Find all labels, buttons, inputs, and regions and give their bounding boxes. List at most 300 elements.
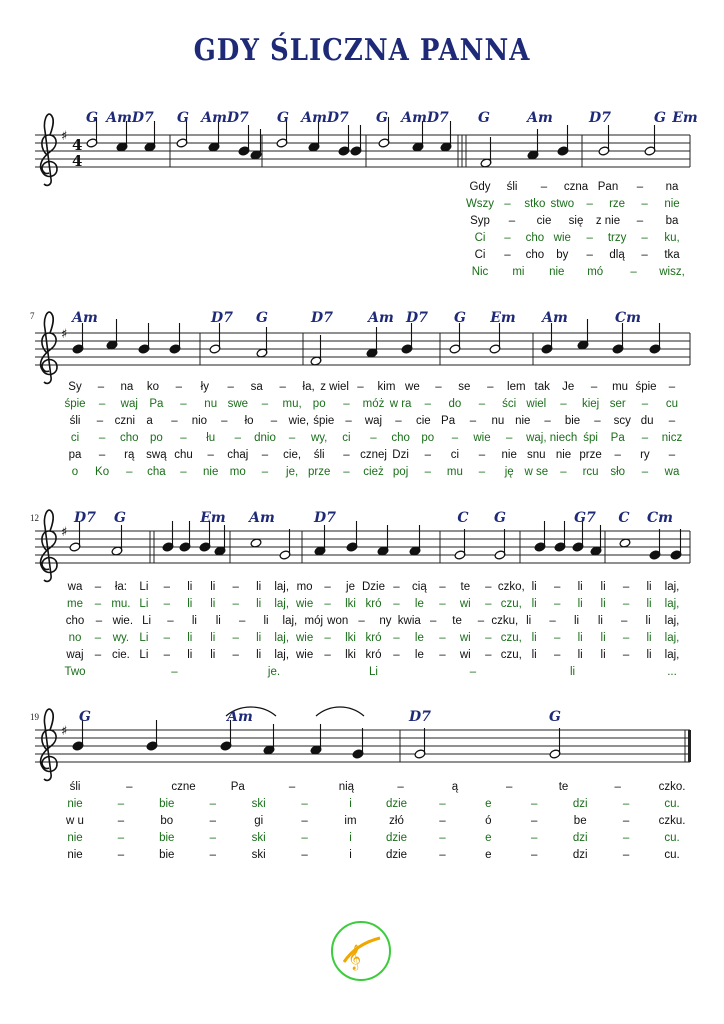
- lyric-syllable: Dzi: [392, 449, 409, 461]
- lyric-syllable: ny: [379, 615, 392, 627]
- treble-clef-icon: [41, 709, 57, 780]
- lyric-syllable: laj,: [274, 632, 290, 644]
- lyric-syllable: czni: [114, 415, 136, 427]
- lyric-syllable: –: [586, 198, 593, 210]
- lyric-syllable: Pa: [149, 398, 164, 410]
- lyric-syllable: Gdy: [469, 181, 491, 193]
- lyric-syllable: śpie: [313, 415, 335, 427]
- lyric-syllable: ski: [251, 798, 266, 810]
- lyric-syllable: Pa: [230, 781, 245, 793]
- lyric-syllable: ...: [667, 666, 677, 678]
- lyric-syllable: li: [191, 615, 197, 627]
- lyric-syllable: czu,: [500, 632, 522, 644]
- lyric-syllable: –: [641, 198, 648, 210]
- lyric-syllable: wy,: [310, 432, 328, 444]
- lyric-syllable: mój: [304, 615, 324, 627]
- lyric-syllable: swe: [227, 398, 249, 410]
- lyric-syllable: –: [207, 449, 214, 461]
- lyric-syllable: ła,: [302, 381, 315, 393]
- chord-symbol: G: [79, 709, 91, 725]
- lyric-syllable: –: [485, 598, 492, 610]
- lyric-syllable: –: [477, 615, 485, 627]
- lyric-syllable: te: [452, 615, 462, 627]
- lyric-syllable: laj,: [274, 649, 290, 661]
- lyric-syllable: –: [553, 581, 561, 593]
- lyric-syllable: –: [530, 798, 538, 810]
- lyric-syllable: nie: [67, 832, 83, 844]
- lyric-syllable: by: [556, 249, 569, 261]
- lyric-syllable: –: [424, 398, 432, 410]
- lyric-syllable: no: [68, 632, 82, 644]
- lyric-syllable: gi: [254, 815, 264, 827]
- lyric-syllable: cież: [363, 466, 384, 478]
- lyric-syllable: e: [485, 798, 492, 810]
- lyric-syllable: li: [210, 632, 216, 644]
- lyric-syllable: –: [117, 849, 125, 861]
- chord-symbol: Cm: [647, 510, 673, 526]
- lyric-syllable: sa: [250, 381, 263, 393]
- lyric-syllable: cie.: [111, 649, 130, 661]
- lyric-syllable: –: [622, 849, 630, 861]
- lyric-syllable: le: [414, 649, 424, 661]
- lyric-syllable: –: [357, 381, 364, 393]
- lyric-syllable: śli: [506, 181, 518, 193]
- lyric-syllable: cu.: [664, 849, 680, 861]
- lyric-syllable: nie: [501, 449, 517, 461]
- lyric-syllable: waj,: [526, 432, 547, 444]
- lyric-syllable: –: [395, 415, 402, 427]
- chord-symbol: AmD7: [401, 110, 449, 126]
- lyric-syllable: Dzie: [361, 581, 386, 593]
- lyric-syllable: ski: [251, 832, 266, 844]
- lyric-syllable: ści: [502, 398, 517, 410]
- slur: [316, 707, 364, 716]
- lyric-syllable: Syp: [470, 215, 490, 227]
- lyric-syllable: o: [71, 466, 79, 478]
- lyric-syllable: li: [577, 632, 583, 644]
- lyric-syllable: cie: [536, 215, 552, 227]
- lyric-syllable: śpi: [583, 432, 598, 444]
- lyric-syllable: tka: [664, 249, 680, 261]
- lyric-syllable: –: [622, 832, 630, 844]
- chord-symbol: Am: [249, 510, 275, 526]
- lyric-syllable: –: [234, 432, 242, 444]
- lyric-syllable: –: [504, 232, 511, 244]
- sharp-icon: ♯: [61, 724, 68, 739]
- lyric-syllable: –: [94, 649, 102, 661]
- lyric-syllable: –: [439, 581, 446, 593]
- lyric-syllable: li: [187, 632, 193, 644]
- lyric-syllable: prze: [308, 466, 331, 478]
- lyric-syllable: bie: [159, 832, 175, 844]
- lyric-syllable: li: [531, 581, 537, 593]
- lyric-syllable: dzie: [385, 798, 408, 810]
- lyric-syllable: le: [414, 598, 424, 610]
- lyric-syllable: wie.: [112, 615, 134, 627]
- lyric-syllable: nie: [555, 449, 572, 461]
- lyric-syllable: –: [324, 581, 331, 593]
- lyric-syllable: Sy: [68, 381, 82, 393]
- measure-number: 19: [30, 712, 39, 722]
- lyric-syllable: czku,: [491, 615, 519, 627]
- lyric-syllable: ó: [485, 815, 492, 827]
- lyric-syllable: mo: [296, 581, 313, 593]
- chord-symbol: D7: [211, 310, 233, 326]
- lyric-syllable: –: [232, 598, 239, 610]
- lyric-syllable: Ko: [95, 466, 110, 478]
- lyric-syllable: łu: [206, 432, 216, 444]
- lyric-syllable: –: [505, 432, 513, 444]
- lyric-syllable: –: [487, 381, 494, 393]
- lyric-syllable: –: [439, 849, 446, 861]
- lyric-syllable: li: [577, 581, 583, 593]
- lyric-syllable: stwo: [550, 198, 575, 210]
- lyric-syllable: –: [345, 415, 352, 427]
- lyric-syllable: –: [171, 666, 178, 678]
- lyric-syllable: wiel: [526, 398, 547, 410]
- lyric-syllable: mo: [229, 466, 246, 478]
- lyric-syllable: –: [630, 266, 637, 278]
- lyric-syllable: Li: [139, 598, 149, 610]
- lyric-syllable: wi: [459, 649, 471, 661]
- lyric-syllable: cu: [665, 398, 679, 410]
- lyric-syllable: nie: [664, 198, 680, 210]
- lyric-syllable: rcu: [582, 466, 599, 478]
- lyric-syllable: li: [531, 649, 537, 661]
- lyric-syllable: –: [227, 381, 234, 393]
- lyric-syllable: sło: [610, 466, 626, 478]
- lyric-syllable: ku,: [664, 232, 680, 244]
- chord-symbol: D7: [311, 310, 333, 326]
- lyric-syllable: dnio: [254, 432, 276, 444]
- lyric-syllable: czko.: [658, 781, 686, 793]
- lyric-syllable: kró: [365, 632, 382, 644]
- lyric-syllable: –: [508, 215, 516, 227]
- lyric-syllable: wisz,: [659, 266, 685, 278]
- lyric-syllable: –: [180, 398, 187, 410]
- lyric-syllable: dlą: [609, 249, 625, 261]
- lyric-syllable: –: [261, 398, 269, 410]
- lyric-syllable: –: [622, 815, 630, 827]
- lyric-syllable: je.: [267, 666, 281, 678]
- lyric-syllable: rze: [609, 198, 626, 210]
- lyric-syllable: li: [597, 615, 603, 627]
- lyric-syllable: w u: [66, 815, 84, 827]
- lyric-syllable: Li: [369, 666, 378, 678]
- lyric-syllable: –: [594, 415, 601, 427]
- lyric-syllable: nią: [338, 781, 355, 793]
- lyric-syllable: –: [668, 415, 676, 427]
- lyric-syllable: –: [117, 832, 125, 844]
- lyric-syllable: –: [95, 615, 103, 627]
- lyric-syllable: –: [620, 615, 628, 627]
- lyric-syllable: czko,: [497, 581, 525, 593]
- lyric-syllable: wi: [459, 598, 471, 610]
- lyric-syllable: li: [600, 598, 606, 610]
- lyric-syllable: Je: [562, 381, 575, 393]
- lyric-syllable: laj,: [664, 649, 680, 661]
- lyric-syllable: –: [641, 466, 649, 478]
- lyric-syllable: po: [312, 398, 326, 410]
- lyric-syllable: niech: [549, 432, 578, 444]
- lyric-syllable: ą: [451, 781, 459, 793]
- lyric-syllable: li: [210, 581, 216, 593]
- lyric-syllable: mu: [612, 381, 629, 393]
- lyric-syllable: –: [270, 415, 278, 427]
- lyric-syllable: li: [187, 581, 193, 593]
- lyric-syllable: –: [180, 466, 187, 478]
- lyric-syllable: bo: [160, 815, 174, 827]
- lyric-syllable: się: [568, 215, 584, 227]
- lyric-syllable: śli: [313, 449, 325, 461]
- lyric-syllable: mó: [587, 266, 604, 278]
- lyric-syllable: –: [622, 581, 630, 593]
- music-logo: [330, 920, 392, 982]
- lyric-syllable: nie: [515, 415, 531, 427]
- sharp-icon: ♯: [61, 129, 68, 144]
- lyric-syllable: –: [478, 398, 486, 410]
- chord-symbol: Em: [200, 510, 226, 526]
- lyric-syllable: –: [232, 581, 239, 593]
- chord-symbol: AmD7: [301, 110, 349, 126]
- lyric-syllable: li: [256, 581, 262, 593]
- lyric-syllable: –: [324, 598, 331, 610]
- lyric-syllable: Two: [64, 666, 86, 678]
- lyric-syllable: –: [504, 249, 511, 261]
- lyric-syllable: –: [424, 449, 432, 461]
- lyric-syllable: ję: [504, 466, 514, 478]
- chord-symbol: G: [478, 110, 490, 126]
- lyric-syllable: –: [485, 581, 492, 593]
- chord-symbol: D7: [589, 110, 611, 126]
- lyric-syllable: nicz: [661, 432, 683, 444]
- chord-symbol: C: [457, 510, 469, 526]
- lyric-syllable: –: [439, 815, 446, 827]
- lyric-syllable: waj: [66, 649, 84, 661]
- lyric-syllable: –: [301, 849, 308, 861]
- lyric-syllable: –: [429, 615, 437, 627]
- lyric-syllable: lki: [345, 598, 356, 610]
- lyric-syllable: czne: [171, 781, 196, 793]
- lyric-syllable: Ci: [474, 249, 486, 261]
- chord-symbol: G: [654, 110, 666, 126]
- chord-symbol: D7: [406, 310, 428, 326]
- lyric-syllable: –: [622, 649, 630, 661]
- lyric-syllable: le: [414, 632, 424, 644]
- lyric-syllable: –: [478, 466, 486, 478]
- lyric-syllable: bie: [564, 415, 581, 427]
- lyric-syllable: cho: [391, 432, 410, 444]
- lyric-syllable: cho: [120, 432, 139, 444]
- lyric-syllable: li: [263, 615, 269, 627]
- lyric-syllable: Li: [142, 615, 152, 627]
- treble-clef-icon: [41, 510, 57, 581]
- chord-symbol: G: [549, 709, 561, 725]
- lyric-syllable: wie: [295, 632, 314, 644]
- lyric-syllable: –: [209, 832, 217, 844]
- sharp-icon: ♯: [61, 327, 68, 342]
- lyric-syllable: mu: [446, 466, 463, 478]
- lyric-syllable: –: [301, 815, 308, 827]
- lyric-syllable: na: [665, 181, 679, 193]
- lyric-syllable: stko: [524, 198, 546, 210]
- lyric-syllable: du: [640, 415, 654, 427]
- lyric-syllable: po: [421, 432, 435, 444]
- lyric-syllable: –: [117, 815, 125, 827]
- lyric-syllable: lem: [507, 381, 526, 393]
- lyric-syllable: –: [209, 815, 217, 827]
- lyric-syllable: śpie: [64, 398, 86, 410]
- lyric-syllable: cznej: [360, 449, 387, 461]
- lyric-syllable: wa: [67, 581, 83, 593]
- lyric-syllable: je,: [286, 466, 299, 478]
- time-sig-bottom: 4: [72, 152, 83, 170]
- lyric-syllable: –: [94, 581, 102, 593]
- lyric-syllable: –: [324, 649, 331, 661]
- lyric-syllable: –: [279, 381, 286, 393]
- lyric-syllable: pa: [68, 449, 82, 461]
- staff-system: [35, 312, 690, 383]
- lyric-syllable: cu.: [664, 798, 680, 810]
- lyric-syllable: li: [210, 649, 216, 661]
- lyric-syllable: wie: [295, 598, 314, 610]
- treble-clef-icon: [41, 312, 57, 383]
- lyric-syllable: –: [221, 415, 228, 427]
- lyric-syllable: dzi: [572, 849, 588, 861]
- lyric-syllable: laj,: [664, 598, 680, 610]
- lyric-syllable: –: [163, 581, 171, 593]
- lyric-syllable: i: [349, 832, 352, 844]
- sharp-icon: ♯: [61, 525, 68, 540]
- lyric-syllable: czu,: [500, 598, 522, 610]
- lyric-syllable: śli: [69, 781, 81, 793]
- lyric-syllable: wie: [473, 432, 491, 444]
- treble-clef-icon: [41, 114, 57, 185]
- lyric-syllable: –: [175, 381, 183, 393]
- lyric-syllable: ci: [450, 449, 460, 461]
- lyric-syllable: –: [439, 649, 446, 661]
- lyric-syllable: –: [549, 615, 556, 627]
- lyric-syllable: czku.: [658, 815, 686, 827]
- lyric-syllable: Li: [139, 649, 149, 661]
- lyric-syllable: –: [435, 381, 442, 393]
- lyric-syllable: dzi: [572, 832, 588, 844]
- lyric-syllable: Wszy: [465, 198, 495, 210]
- lyric-syllable: –: [370, 432, 377, 444]
- lyric-syllable: cie,: [283, 449, 302, 461]
- lyric-syllable: cią: [412, 581, 427, 593]
- chord-symbol: G: [256, 310, 268, 326]
- logo-clef-icon: 𝄞: [348, 945, 362, 970]
- lyric-syllable: do: [448, 398, 462, 410]
- lyric-syllable: li: [646, 581, 652, 593]
- lyric-syllable: –: [614, 781, 621, 793]
- chord-symbol: Am: [542, 310, 568, 326]
- lyric-syllable: kiej: [581, 398, 600, 410]
- lyric-syllable: li: [531, 598, 537, 610]
- lyric-syllable: –: [98, 449, 106, 461]
- lyric-syllable: –: [505, 781, 513, 793]
- chord-symbol: G: [494, 510, 506, 526]
- lyric-syllable: ser: [609, 398, 626, 410]
- lyric-syllable: –: [485, 649, 492, 661]
- lyric-syllable: –: [238, 615, 246, 627]
- lyric-syllable: li: [526, 615, 532, 627]
- lyric-syllable: złó: [389, 815, 404, 827]
- lyric-syllable: –: [586, 249, 593, 261]
- lyric-syllable: –: [393, 581, 400, 593]
- lyric-syllable: móż: [362, 398, 385, 410]
- lyric-syllable: –: [451, 432, 459, 444]
- lyric-syllable: ci: [342, 432, 351, 444]
- lyric-syllable: –: [393, 598, 400, 610]
- lyric-syllable: Li: [139, 581, 149, 593]
- time-sig-top: 4: [72, 136, 83, 154]
- lyric-syllable: –: [478, 449, 486, 461]
- lyric-syllable: we: [405, 381, 420, 393]
- lyric-syllable: cha: [147, 466, 166, 478]
- lyric-syllable: –: [553, 598, 561, 610]
- lyric-syllable: poj: [392, 466, 409, 478]
- lyric-syllable: ła:: [114, 581, 127, 593]
- lyric-syllable: –: [393, 649, 400, 661]
- lyric-syllable: –: [232, 649, 239, 661]
- lyric-syllable: li: [577, 649, 583, 661]
- lyric-syllable: laj,: [274, 598, 290, 610]
- lyric-syllable: li: [256, 649, 262, 661]
- lyric-syllable: li: [573, 615, 580, 627]
- lyric-syllable: te: [558, 781, 569, 793]
- lyric-syllable: nie: [203, 466, 219, 478]
- lyric-syllable: ci: [70, 432, 80, 444]
- lyric-syllable: –: [180, 432, 187, 444]
- lyric-syllable: –: [641, 249, 648, 261]
- lyric-syllable: laj,: [664, 581, 680, 593]
- lyric-syllable: –: [560, 398, 567, 410]
- lyric-syllable: –: [622, 632, 630, 644]
- lyric-syllable: –: [586, 232, 593, 244]
- chord-symbol: AmD7: [201, 110, 249, 126]
- lyric-syllable: be: [573, 815, 587, 827]
- lyric-syllable: wie: [295, 649, 314, 661]
- lyric-syllable: li: [187, 649, 193, 661]
- lyric-syllable: śli: [69, 415, 81, 427]
- lyric-syllable: laj,: [274, 581, 290, 593]
- lyric-syllable: li: [256, 632, 262, 644]
- lyric-syllable: kró: [365, 598, 382, 610]
- lyric-syllable: i: [349, 849, 352, 861]
- lyric-syllable: –: [530, 815, 538, 827]
- lyric-syllable: se: [458, 381, 471, 393]
- lyric-syllable: –: [504, 198, 511, 210]
- lyric-syllable: –: [94, 598, 102, 610]
- lyric-syllable: wi: [459, 632, 471, 644]
- chord-symbol: Am: [368, 310, 394, 326]
- chord-symbol: Am: [72, 310, 98, 326]
- chord-symbol: Am: [527, 110, 553, 126]
- lyric-syllable: –: [167, 615, 174, 627]
- lyric-syllable: –: [540, 181, 548, 193]
- lyric-syllable: chu: [174, 449, 193, 461]
- lyric-syllable: –: [288, 781, 296, 793]
- lyric-syllable: –: [301, 832, 308, 844]
- lyric-syllable: –: [97, 381, 105, 393]
- lyric-syllable: li: [646, 632, 652, 644]
- lyric-syllable: i: [349, 798, 352, 810]
- lyric-syllable: –: [94, 632, 102, 644]
- lyric-syllable: –: [439, 598, 446, 610]
- lyric-syllable: waj: [364, 415, 383, 427]
